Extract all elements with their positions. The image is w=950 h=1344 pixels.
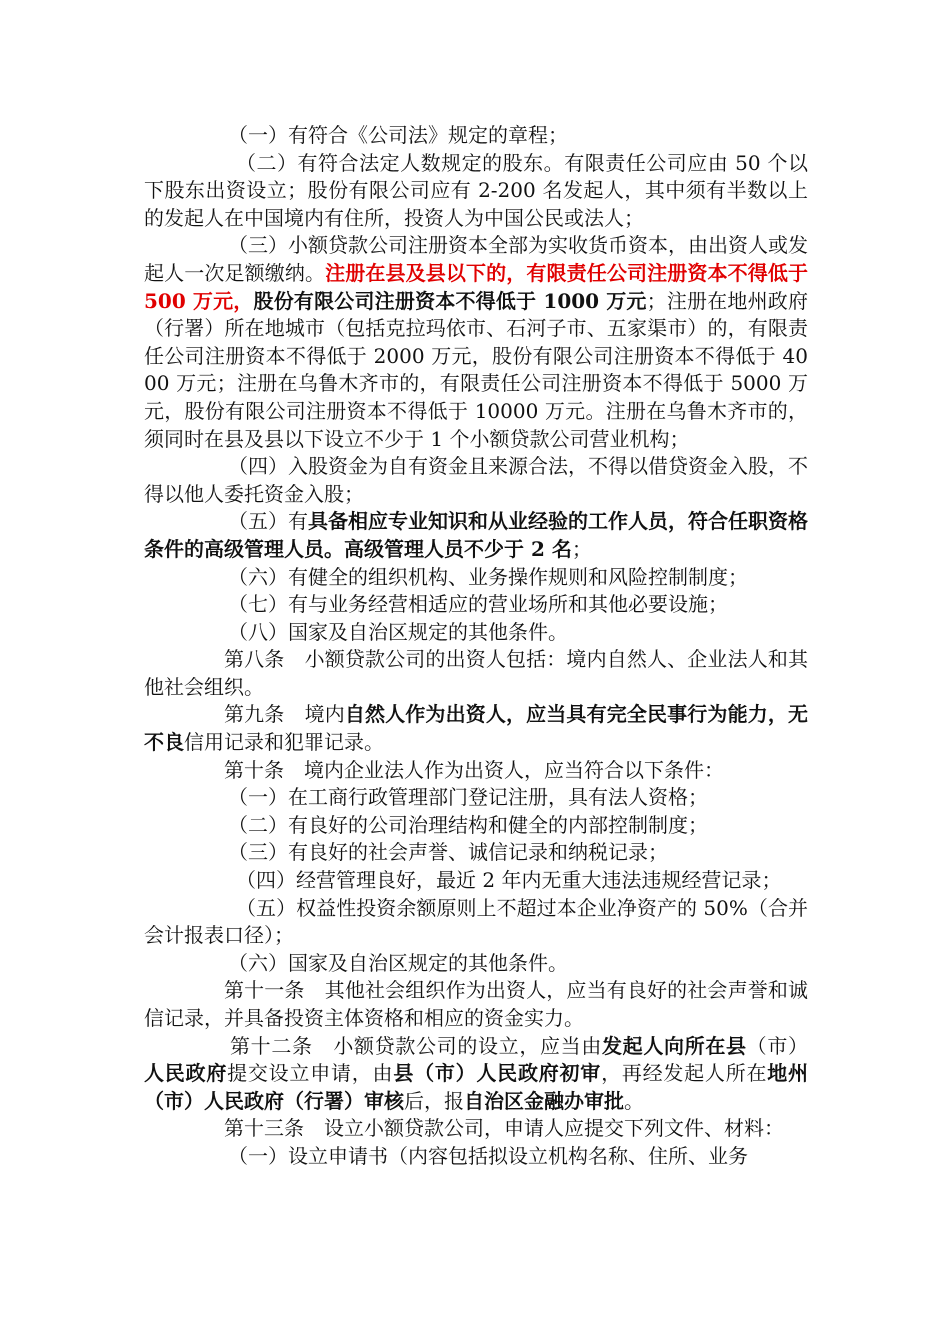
text-run: 提交设立申请，由 xyxy=(227,1061,394,1086)
text-run: （三）小额贷款公司注册资本全部为实收货币资本，由出资人或发起人一次足额缴纳。 xyxy=(144,233,808,285)
paragraph xyxy=(144,977,808,1032)
text-run: （二）有良好的公司治理结构和健全的内部控制制度； xyxy=(228,812,708,837)
paragraph xyxy=(144,1143,808,1171)
paragraph xyxy=(144,895,808,950)
bold-text: 自治区金融办审批 xyxy=(464,1088,624,1113)
bold-text: 具备相应专业知识和从业经验的工作人员，符合任职资格条件的高级管理人员。高级管理人员不少于 2 名 xyxy=(144,509,808,561)
paragraph xyxy=(144,150,808,233)
bold-text: 地州（市）人民政府（行署）审核 xyxy=(144,1061,809,1113)
paragraph xyxy=(144,701,808,756)
text-run: 信用记录和犯罪记录。 xyxy=(184,730,384,755)
text-run: （三）有良好的社会声誉、诚信记录和纳税记录； xyxy=(228,840,668,865)
paragraph xyxy=(144,232,808,453)
text-run: 第十一条 其他社会组织作为出资人，应当有良好的社会声誉和诚信记录，并具备投资主体资格和相应的资金实力。 xyxy=(144,978,808,1030)
text-run: 第十三条 设立小额贷款公司，申请人应提交下列文件、材料： xyxy=(224,1116,784,1141)
text-run: （五）有 xyxy=(228,509,308,534)
paragraph xyxy=(144,839,808,867)
document-body xyxy=(144,122,808,1171)
paragraph xyxy=(144,619,808,647)
text-run: （四）经营管理良好，最近 2 年内无重大违法违规经营记录； xyxy=(236,868,782,893)
bold-text: 发起人向所在县 xyxy=(602,1033,747,1058)
text-run: （一）有符合《公司法》规定的章程； xyxy=(228,123,568,147)
text-run: ；注册在地州政府（行署）所在地城市（包括克拉玛依市、石河子市、五家渠市）的，有限责任公司注册资本不得低于 2000 万元，股份有限公司注册资本不得低于 4000 万元；注册在乌鲁木齐市的，有限责任公司注册资本不得低于 5000 万元，股份有限公司注册资本不得低于 10000 万元。注册在乌鲁木齐市的，须同时在县及县以下设立不少于 1 个小额贷款公司营业机构； xyxy=(144,288,808,451)
text-run: ，再经发起人所在 xyxy=(601,1061,768,1086)
text-run: （六）国家及自治区规定的其他条件。 xyxy=(228,950,568,975)
text-run: （四）入股资金为自有资金且来源合法，不得以借贷资金入股，不得以他人委托资金入股； xyxy=(144,454,808,506)
bold-text: 股份有限公司注册资本不得低于 1000 万元 xyxy=(253,288,647,313)
paragraph xyxy=(144,564,808,592)
text-run: （五）权益性投资余额原则上不超过本企业净资产的 50%（合并会计报表口径）； xyxy=(144,895,808,948)
paragraph xyxy=(144,646,808,701)
highlighted-text: 注册在县及县以下的，有限责任公司注册资本不得低于 500 万元， xyxy=(144,260,808,313)
text-run: 第八条 小额贷款公司的出资人包括：境内自然人、企业法人和其他社会组织。 xyxy=(144,647,808,699)
paragraph xyxy=(144,950,808,978)
bold-text: 县（市）人民政府初审 xyxy=(393,1061,602,1086)
text-run: （一）设立申请书（内容包括拟设立机构名称、住所、业务 xyxy=(228,1143,748,1168)
paragraph xyxy=(144,453,808,508)
paragraph xyxy=(144,867,808,895)
text-run: （市） xyxy=(746,1033,809,1058)
paragraph xyxy=(144,591,808,619)
paragraph xyxy=(144,757,808,785)
text-run: 后，报 xyxy=(404,1088,464,1113)
text-run: （六）有健全的组织机构、业务操作规则和风险控制制度； xyxy=(228,564,748,589)
text-run: 第十条 境内企业法人作为出资人，应当符合以下条件： xyxy=(224,757,724,782)
bold-text: 人民政府 xyxy=(144,1061,228,1086)
paragraph xyxy=(144,508,808,563)
text-run: （七）有与业务经营相适应的营业场所和其他必要设施； xyxy=(228,592,728,617)
text-run: ； xyxy=(571,536,592,561)
text-run: （二）有符合法定人数规定的股东。有限责任公司应由 50 个以下股东出资设立；股份有限公司应有 2-200 名发起人，其中须有半数以上的发起人在中国境内有住所，投资人为中国公民或法人； xyxy=(144,150,808,230)
paragraph xyxy=(144,1033,808,1116)
text-run: 第十二条 小额贷款公司的设立，应当由 xyxy=(230,1033,602,1058)
paragraph xyxy=(144,1115,808,1143)
text-run: （一）在工商行政管理部门登记注册，具有法人资格； xyxy=(228,785,708,810)
text-run: 第九条 境内 xyxy=(224,702,345,727)
bold-text: 自然人作为出资人，应当具有完全民事行为能力，无不良 xyxy=(144,702,809,755)
paragraph xyxy=(144,122,808,150)
paragraph xyxy=(144,812,808,840)
paragraph xyxy=(144,784,808,812)
text-run: 。 xyxy=(624,1088,644,1113)
text-run: （八）国家及自治区规定的其他条件。 xyxy=(228,619,568,644)
